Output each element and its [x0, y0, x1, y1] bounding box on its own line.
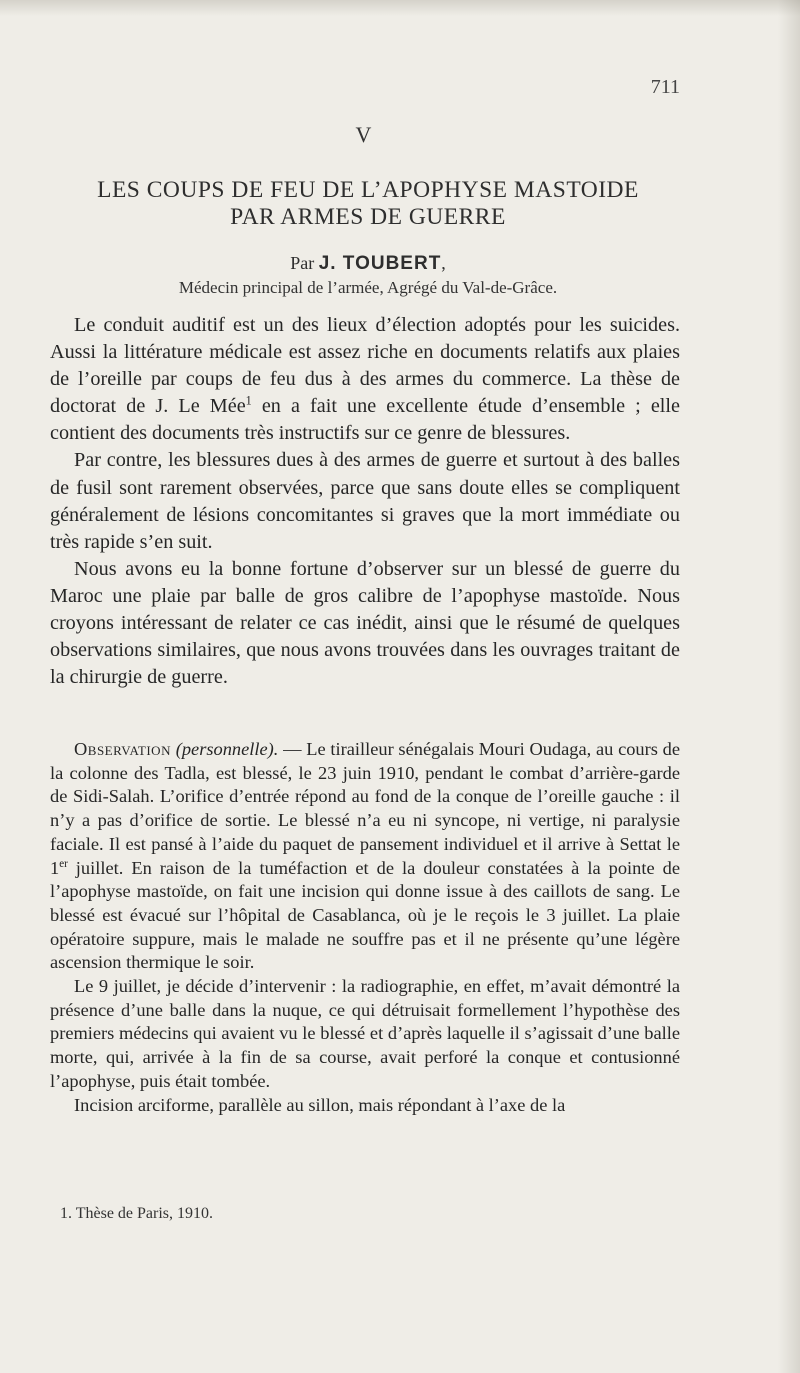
title-line-1: LES COUPS DE FEU DE L’APOPHYSE MASTOIDE — [97, 177, 639, 203]
author-name: J. TOUBERT — [318, 253, 442, 274]
byline — [52, 253, 684, 275]
observation-label: Observation — [74, 739, 171, 759]
footnote: 1. Thèse de Paris, 1910. — [60, 1205, 214, 1222]
footnote-ref: 1 — [245, 393, 252, 408]
paragraph-2: Par contre, les blessures dues à des armes de guerre et surtout à des balles de fusil sont rarement observées, parce que sans doute elles se compliquent généralement de lésions concomitantes si graves que la mort immédiate ou très rapide s’en suit. — [50, 449, 680, 553]
paragraph-1-text-a: Le conduit auditif est un des lieux d’élection adoptés pour les suicides. Aussi la littérature médicale est assez riche en documents relatifs aux plaies de l’oreille par coups de feu dus à des armes du commerce. La thèse de doctorat de J. Le Mée — [50, 314, 680, 418]
page-edge-shadow — [778, 0, 800, 1373]
section-numeral: V — [355, 122, 372, 147]
title-line-2: PAR ARMES DE GUERRE — [230, 204, 506, 230]
page-top-shadow — [0, 0, 800, 16]
author-affiliation: Médecin principal de l’armée, Agrégé du Val-de-Grâce. — [178, 278, 558, 297]
byline-comma: , — [441, 253, 446, 273]
byline-par: Par — [290, 253, 315, 273]
paragraph-3: Nous avons eu la bonne fortune d’observer sur un blessé de guerre du Maroc une plaie par balle de gros calibre de l’apophyse mastoïde. Nous croyons intéressant de relater ce cas inédit, ainsi que le résumé de quelques observations similaires, que nous avons trouvées dans les ouvrages traitant de la chirurgie de guerre. — [50, 557, 680, 689]
article-title — [52, 177, 684, 231]
observation-text-a: — Le tirailleur sénégalais Mouri Oudaga, au cours de la colonne des Tadla, est blessé, le 23 juin 1910, pendant le combat d’arrière-garde de Sidi-Salah. L’orifice d’entrée répond au fond de la conque de l’oreille gauche : il n’y a pas d’orifice de sortie. Le blessé n’a eu ni syncope, ni vertige, ni paralysie faciale. Il est pansé à l’aide du paquet de pansement individuel et il arrive à Settat le 1 — [50, 739, 680, 878]
superscript-er: er — [59, 857, 68, 870]
observation-type: (personnelle). — [175, 739, 279, 759]
observation-paragraph-3: Incision arciforme, parallèle au sillon, mais répondant à l’axe de la — [74, 1094, 566, 1115]
observation-text-b: juillet. En raison de la tuméfaction et de la douleur constatées à la pointe de l’apophyse mastoïde, on fait une incision qui donne issue à des caillots de sang. Le blessé est évacué sur l’hôpital de Casablanca, où je le reçois le 3 juillet. La plaie opératoire suppure, mais le malade ne souffre pas et il ne présente qu’une légère ascension thermique le soir. — [50, 857, 680, 973]
observation-paragraph-2: Le 9 juillet, je décide d’intervenir : la radiographie, en effet, m’avait démontré la présence d’une balle dans la nuque, ce qui détruisait formellement l’hypothèse des premiers médecins qui avaient vu le blessé et d’après laquelle il s’agissait d’une balle morte, qui, arrivée à la fin de sa course, avait perforé la conque et contusionné l’apophyse, puis était tombée. — [50, 976, 680, 1091]
observation-section — [50, 738, 680, 1117]
paragraph-1 — [50, 312, 680, 447]
body-text — [50, 312, 680, 691]
paragraph-1-text-b: en a fait une excellente étude d’ensemble ; elle contient des documents très instructifs sur ce genre de blessures. — [50, 395, 680, 445]
observation-paragraph-1 — [50, 738, 680, 975]
page-number: 711 — [650, 76, 680, 98]
